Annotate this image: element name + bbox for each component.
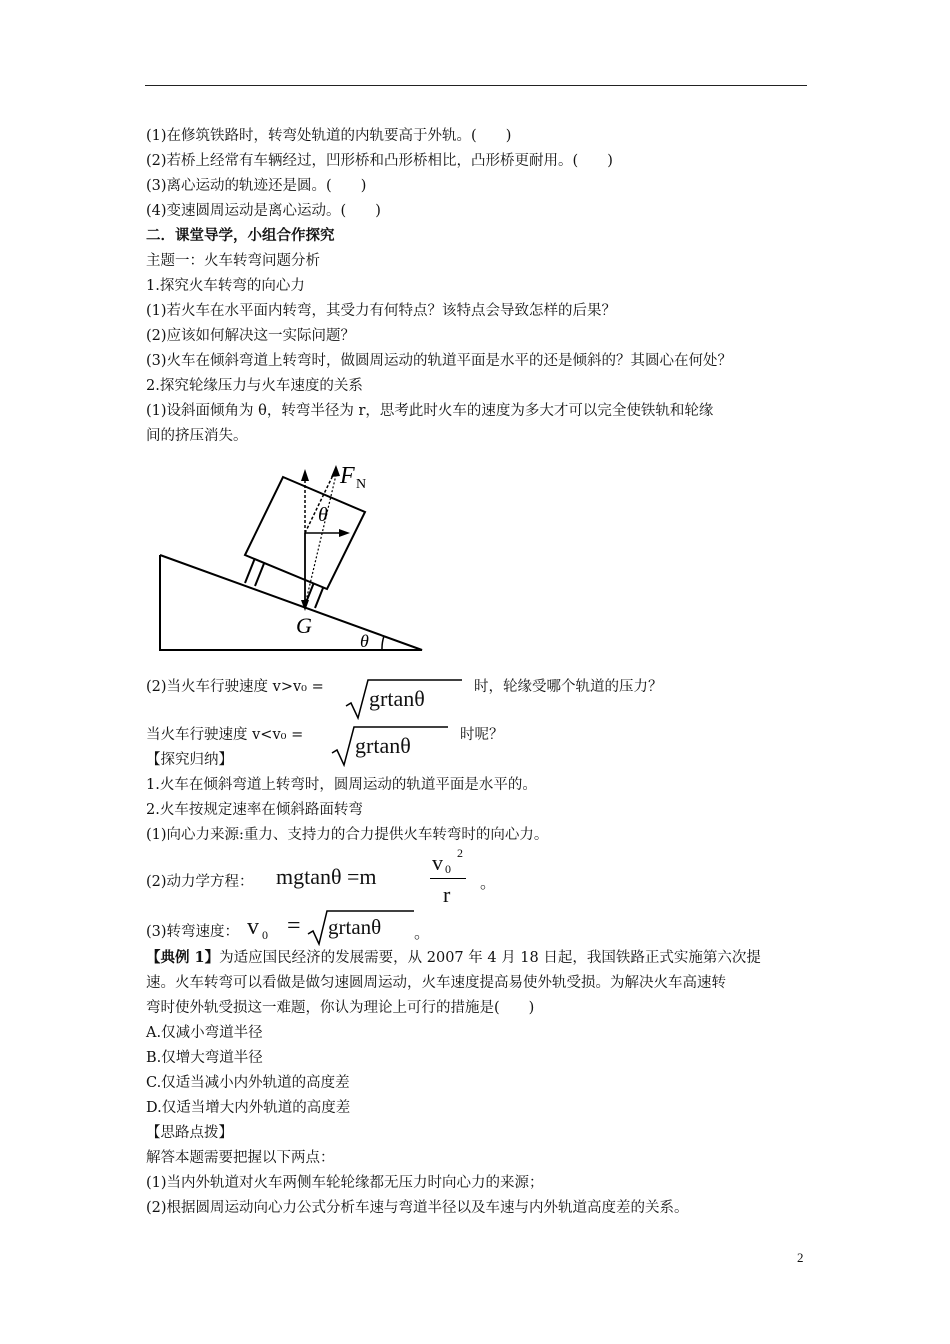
sqrt-expression-1 bbox=[344, 676, 464, 720]
theta-label-top: θ bbox=[318, 504, 328, 526]
question-1: (1)在修筑铁路时，转弯处轨道的内轨要高于外轨。( ) bbox=[146, 128, 512, 144]
sqrt-radicand-3: grtanθ bbox=[328, 915, 382, 939]
hint-2: (2)根据圆周运动向心力公式分析车速与弯道半径以及车速与内外轨道高度差的关系。 bbox=[146, 1200, 689, 1216]
equation2-equals: = bbox=[287, 913, 301, 939]
hint-intro: 解答本题需要把握以下两点： bbox=[146, 1150, 335, 1166]
subsection-2-q3-prefix: 当火车行驶速度 v<v₀ = bbox=[146, 727, 304, 743]
equation2-end: 。 bbox=[414, 925, 431, 942]
option-d: D.仅适当增大内外轨道的高度差 bbox=[146, 1100, 351, 1116]
question-2: (2)若桥上经常有车辆经过，凹形桥和凸形桥相比，凸形桥更耐用。( ) bbox=[146, 153, 613, 169]
summary-2: 2.火车按规定速率在倾斜路面转弯 bbox=[146, 802, 363, 818]
option-c: C.仅适当减小内外轨道的高度差 bbox=[146, 1075, 350, 1091]
sqrt-expression-2 bbox=[330, 723, 450, 767]
fn-label: F bbox=[340, 463, 355, 489]
v0-subscript: 0 bbox=[262, 928, 268, 942]
subsection-2-q1-line1: (1)设斜面倾角为 θ，转弯半径为 r，思考此时火车的速度为多大才可以完全使铁轨和轮缘 bbox=[146, 403, 714, 419]
summary-2-1: (1)向心力来源:重力、支持力的合力提供火车转弯时的向心力。 bbox=[146, 827, 549, 843]
equation-left: mgtanθ =m bbox=[276, 864, 377, 889]
example-1-line2: 速。火车转弯可以看做是做匀速圆周运动，火车速度提高易使外轨受损。为解决火车高速转 bbox=[146, 975, 726, 991]
example-1-line1 bbox=[146, 948, 761, 968]
hint-heading: 【思路点拨】 bbox=[146, 1125, 233, 1141]
summary-1: 1.火车在倾斜弯道上转弯时，圆周运动的轨道平面是水平的。 bbox=[146, 777, 537, 793]
summary-2-2-label: (2)动力学方程： bbox=[146, 874, 254, 890]
summary-2-3-label: (3)转弯速度： bbox=[146, 924, 240, 940]
sqrt-expression-3 bbox=[306, 908, 416, 946]
equation-denominator: r bbox=[443, 882, 451, 907]
example-1-heading: 【典例 1】 bbox=[146, 949, 220, 966]
page-number: 2 bbox=[797, 1250, 804, 1265]
subsection-2-q1-line2: 间的挤压消失。 bbox=[146, 428, 248, 444]
question-4: (4)变速圆周运动是离心运动。( ) bbox=[146, 203, 381, 219]
section-heading: 二．课堂导学，小组合作探究 bbox=[146, 227, 335, 244]
subsection-1-q2: (2)应该如何解决这一实际问题？ bbox=[146, 328, 356, 344]
subsection-1-q1: (1)若火车在水平面内转弯，其受力有何特点？该特点会导致怎样的后果？ bbox=[146, 303, 617, 319]
subsection-2-q2-prefix: (2)当火车行驶速度 v>v₀ = bbox=[146, 679, 324, 695]
gravity-label: G bbox=[296, 613, 312, 638]
incline-force-diagram bbox=[150, 455, 430, 655]
option-b: B.仅增大弯道半径 bbox=[146, 1050, 263, 1066]
fraction-bar bbox=[430, 878, 466, 879]
question-3: (3)离心运动的轨迹还是圆。( ) bbox=[146, 178, 367, 194]
summary-heading: 【探究归纳】 bbox=[146, 752, 233, 768]
subsection-2-q3-suffix: 时呢？ bbox=[460, 727, 504, 743]
topic-heading: 主题一：火车转弯问题分析 bbox=[146, 253, 320, 269]
example-1-text-1: 为适应国民经济的发展需要，从 2007 年 4 月 18 日起，我国铁路正式实施第六次提 bbox=[219, 950, 761, 966]
subsection-1-q3: (3)火车在倾斜弯道上转弯时，做圆周运动的轨道平面是水平的还是倾斜的？其圆心在何处？ bbox=[146, 353, 733, 369]
theta-label-bottom: θ bbox=[360, 631, 369, 651]
equation-numerator: v bbox=[432, 850, 443, 875]
v0-symbol: v bbox=[247, 914, 259, 940]
header-rule bbox=[145, 85, 807, 86]
fn-sub-label: N bbox=[356, 477, 367, 492]
equation-end: 。 bbox=[480, 875, 497, 892]
sqrt-radicand-1: grtanθ bbox=[369, 686, 425, 711]
equation-numerator-sub: 0 bbox=[445, 862, 451, 876]
subsection-2: 2.探究轮缘压力与火车速度的关系 bbox=[146, 378, 363, 394]
equation-numerator-sup: 2 bbox=[457, 846, 463, 860]
example-1-line3: 弯时使外轨受损这一难题，你认为理论上可行的措施是( ) bbox=[146, 1000, 535, 1016]
sqrt-radicand-2: grtanθ bbox=[355, 733, 411, 758]
subsection-2-q2-suffix: 时，轮缘受哪个轨道的压力？ bbox=[474, 679, 663, 695]
option-a: A.仅减小弯道半径 bbox=[146, 1025, 263, 1041]
hint-1: (1)当内外轨道对火车两侧车轮轮缘都无压力时向心力的来源； bbox=[146, 1175, 544, 1191]
subsection-1: 1.探究火车转弯的向心力 bbox=[146, 278, 305, 294]
